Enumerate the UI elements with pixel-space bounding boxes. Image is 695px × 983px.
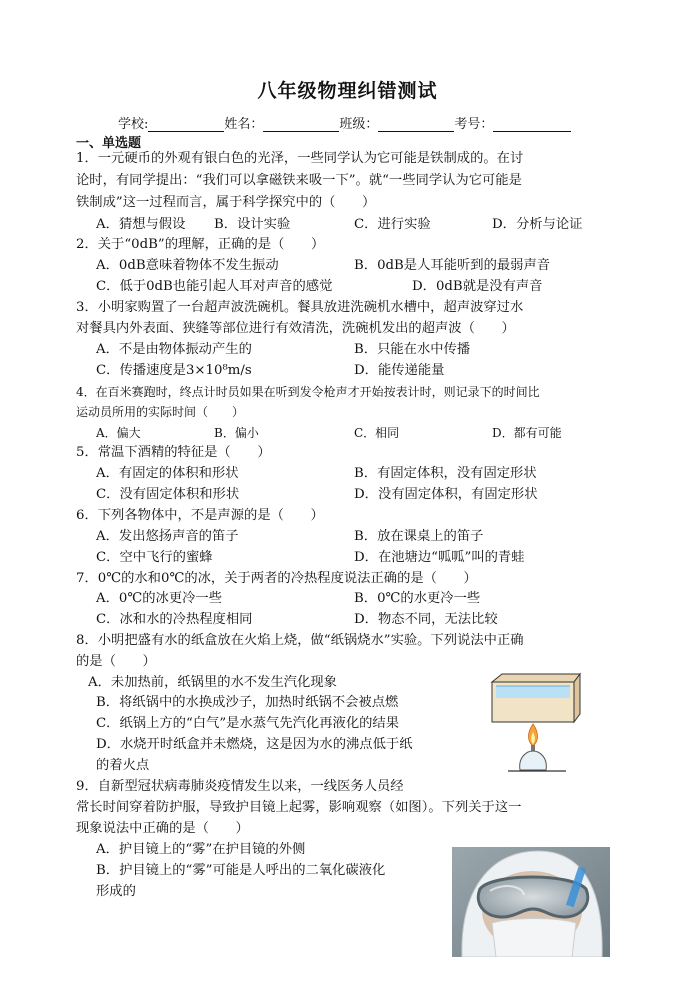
question-5-option-c[interactable]: C．没有固定体积和形状 — [96, 487, 240, 502]
school-field[interactable] — [148, 118, 224, 132]
question-8-option-b[interactable]: B．将纸锅中的水换成沙子，加热时纸锅不会被点燃 — [96, 695, 399, 710]
section-heading: 一、单选题 — [76, 136, 142, 151]
question-8-option-c[interactable]: C．纸锅上方的“白气”是水蒸气先汽化再液化的结果 — [96, 716, 400, 731]
question-2-option-c[interactable]: C．低于0dB也能引起人耳对声音的感觉 — [96, 279, 333, 294]
question-4-option-c[interactable]: C．相同 — [354, 426, 400, 440]
question-5-option-a[interactable]: A．有固定的体积和形状 — [96, 466, 239, 481]
question-3-option-a[interactable]: A．不是由物体振动产生的 — [96, 342, 252, 357]
question-8-line-2: 的是（ ） — [76, 654, 156, 669]
question-9-option-b[interactable]: B．护目镜上的“雾”可能是人呼出的二氧化碳液化 — [96, 863, 386, 878]
question-7-option-d[interactable]: D．物态不同，无法比较 — [354, 612, 498, 627]
question-7-option-b[interactable]: B．0℃的水更冷一些 — [354, 591, 481, 606]
question-1-line-3: 铁制成”这一过程而言，属于科学探究中的（ ） — [76, 195, 376, 210]
question-9-option-a[interactable]: A．护目镜上的“雾”在护目镜的外侧 — [96, 842, 306, 857]
question-9-line-2: 常长时间穿着防护服，导致护目镜上起雾，影响观察（如图）。下列关于这一 — [76, 800, 522, 815]
name-field[interactable] — [263, 118, 339, 132]
question-5-option-b[interactable]: B．有固定体积，没有固定形状 — [354, 466, 537, 481]
name-label: 姓名： — [224, 117, 264, 132]
question-1-line-1: 1．一元硬币的外观有银白色的光泽，一些同学认为它可能是铁制成的。在讨 — [76, 151, 524, 166]
school-label: 学校: — [118, 117, 149, 132]
question-8-option-d[interactable]: D．水烧开时纸盒并未燃烧，这是因为水的沸点低于纸 — [96, 737, 413, 752]
paper-pot-figure — [486, 672, 581, 774]
question-9-line-1: 9．自新型冠状病毒肺炎疫情发生以来，一线医务人员经 — [76, 779, 404, 794]
question-2-option-b[interactable]: B．0dB是人耳能听到的最弱声音 — [354, 258, 551, 273]
question-6-option-a[interactable]: A．发出悠扬声音的笛子 — [96, 529, 239, 544]
fogged-goggles-photo — [452, 847, 610, 957]
question-4-option-a[interactable]: A．偏大 — [96, 426, 141, 440]
question-1-option-c[interactable]: C．进行实验 — [354, 217, 431, 232]
question-4-option-b[interactable]: B．偏小 — [214, 426, 259, 440]
question-9-option-b-continued: 形成的 — [96, 884, 136, 899]
question-3-option-b[interactable]: B．只能在水中传播 — [354, 342, 471, 357]
class-label: 班级： — [339, 117, 379, 132]
question-3-option-c[interactable]: C．传播速度是3×10⁸m/s — [96, 363, 252, 378]
question-5-line-1: 5．常温下酒精的特征是（ ） — [76, 445, 271, 460]
question-3-line-2: 对餐具内外表面、狭缝等部位进行有效清洗，洗碗机发出的超声波（ ） — [76, 321, 515, 336]
question-7-option-a[interactable]: A．0℃的冰更冷一些 — [96, 591, 223, 606]
question-3-option-d[interactable]: D．能传递能量 — [354, 363, 445, 378]
page-title: 八年级物理纠错测试 — [257, 80, 438, 102]
question-2-line-1: 2．关于“0dB”的理解，正确的是（ ） — [76, 237, 325, 252]
question-4-line-1: 4．在百米赛跑时，终点计时员如果在听到发令枪声才开始按表计时，则记录下的时间比 — [76, 385, 540, 399]
question-6-option-c[interactable]: C．空中飞行的蜜蜂 — [96, 550, 213, 565]
question-8-option-a[interactable]: A．未加热前，纸锅里的水不发生汽化现象 — [88, 675, 337, 690]
question-7-line-1: 7．0℃的水和0℃的冰，关于两者的冷热程度说法正确的是（ ） — [76, 571, 477, 586]
exam-no-field[interactable] — [493, 118, 571, 132]
question-6-option-d[interactable]: D．在池塘边“呱呱”叫的青蛙 — [354, 550, 525, 565]
question-6-option-b[interactable]: B．放在课桌上的笛子 — [354, 529, 484, 544]
question-4-option-d[interactable]: D．都有可能 — [492, 426, 562, 440]
question-4-line-2: 运动员所用的实际时间（ ） — [76, 405, 245, 419]
student-info-line — [118, 113, 571, 132]
question-8-option-d-continued: 的着火点 — [96, 758, 150, 773]
question-1-option-b[interactable]: B．设计实验 — [214, 217, 291, 232]
question-3-line-1: 3．小明家购置了一台超声波洗碗机。餐具放进洗碗机水槽中，超声波穿过水 — [76, 300, 524, 315]
question-9-line-3: 现象说法中正确的是（ ） — [76, 821, 249, 836]
question-2-option-d[interactable]: D．0dB就是没有声音 — [412, 279, 543, 294]
exam-no-label: 考号： — [454, 117, 494, 132]
question-1-option-d[interactable]: D．分析与论证 — [492, 217, 583, 232]
question-5-option-d[interactable]: D．没有固定体积，有固定形状 — [354, 487, 538, 502]
question-8-line-1: 8．小明把盛有水的纸盒放在火焰上烧，做“纸锅烧水”实验。下列说法中正确 — [76, 633, 524, 648]
question-2-option-a[interactable]: A．0dB意味着物体不发生振动 — [96, 258, 279, 273]
question-1-line-2: 论时，有同学提出：“我们可以拿磁铁来吸一下”。就“一些同学认为它可能是 — [76, 173, 522, 188]
question-7-option-c[interactable]: C．冰和水的冷热程度相同 — [96, 612, 253, 627]
question-1-option-a[interactable]: A．猜想与假设 — [96, 217, 186, 232]
class-field[interactable] — [378, 118, 454, 132]
question-6-line-1: 6．下列各物体中，不是声源的是（ ） — [76, 508, 324, 523]
